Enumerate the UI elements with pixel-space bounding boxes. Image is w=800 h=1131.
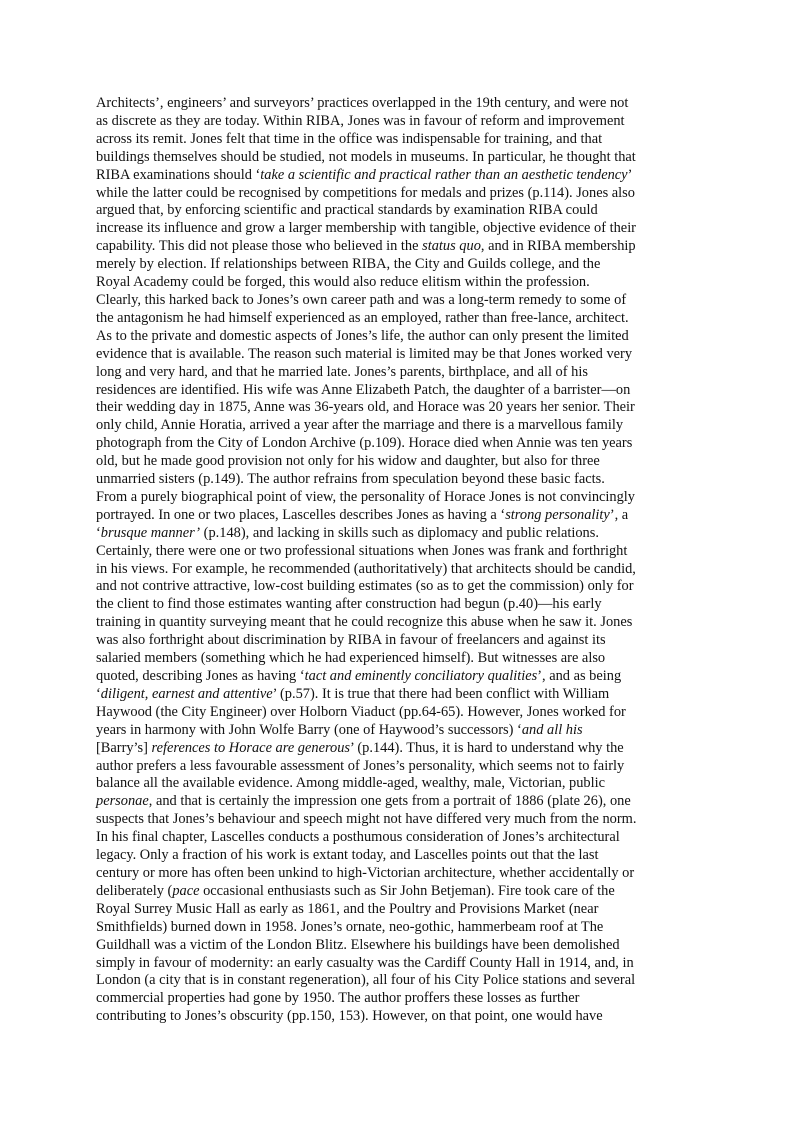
text-run: the client to find those estimates wanting after construction had begun (p.40)—his early (96, 596, 602, 613)
text-run: old, but he made good provision not only for his widow and daughter, but also for three (96, 453, 600, 470)
text-line (96, 310, 718, 328)
text-run: argued that, by enforcing scientific and practical standards by examination RIBA could (96, 202, 598, 219)
text-run: ’ (p.57). It is true that there had been conflict with William (272, 685, 610, 702)
text-run: buildings themselves should be studied, not models in museums. In particular, he thought that (96, 148, 636, 165)
text-line (96, 990, 718, 1008)
text-run: In his final chapter, Lascelles conducts a posthumous consideration of Jones’s architectural (96, 829, 620, 846)
text-run: suspects that Jones’s behaviour and speech might not have differed very much from the norm. (96, 811, 637, 828)
text-run: residences are identified. His wife was Anne Elizabeth Patch, the daughter of a barrister—on (96, 381, 631, 398)
text-run: Architects’, engineers’ and surveyors’ practices overlapped in the 19th century, and were not (96, 95, 629, 111)
text-run: across its remit. Jones felt that time in the office was indispensable for training, and that (96, 130, 603, 147)
text-line (96, 883, 718, 901)
italic-text-run: take a scientific and practical rather than an aesthetic tendency (260, 166, 628, 183)
text-run: Royal Surrey Music Hall as early as 1861, and the Poultry and Provisions Market (near (96, 900, 599, 917)
text-run: salaried members (something which he had experienced himself). But witnesses are also (96, 650, 606, 667)
text-run: As to the private and domestic aspects of Jones’s life, the author can only present the limited (96, 327, 629, 344)
italic-text-run: references to Horace are generous (151, 739, 351, 756)
text-line (96, 507, 718, 525)
italic-text-run: pace (172, 882, 200, 899)
text-line (96, 775, 718, 793)
text-line (96, 489, 718, 507)
italic-text-run: personae (96, 793, 149, 810)
text-run: was also forthright about discrimination by RIBA in favour of freelancers and against its (96, 632, 606, 649)
text-run: [Barry’s] (96, 739, 152, 756)
text-run: simply in favour of modernity: an early casualty was the Cardiff County Hall in 1914, and, in (96, 954, 634, 971)
text-line (96, 740, 718, 758)
text-run: (p.148), and lacking in skills such as diplomacy and public relations. (200, 524, 599, 541)
text-run: Clearly, this harked back to Jones’s own career path and was a long-term remedy to some of (96, 291, 627, 308)
text-run: London (a city that is in constant regeneration), all four of his City Police stations and several (96, 972, 636, 989)
text-run: ‘ (96, 524, 101, 541)
text-line (96, 346, 718, 364)
text-run: Royal Academy could be forged, this would also reduce elitism within the profession. (96, 274, 590, 291)
text-run: evidence that is available. The reason such material is limited may be that Jones worked very (96, 345, 633, 362)
text-run: merely by election. If relationships between RIBA, the City and Guilds college, and the (96, 256, 601, 273)
text-line (96, 793, 718, 811)
text-line (96, 167, 718, 185)
italic-text-run: diligent, earnest and attentive (100, 685, 273, 702)
text-line (96, 274, 718, 292)
text-run: deliberately ( (96, 882, 173, 899)
text-run: century or more has often been unkind to high-Victorian architecture, whether accidentally or (96, 864, 635, 881)
text-run: commercial properties had gone by 1950. The author proffers these losses as further (96, 990, 580, 1007)
text-run: ’ (627, 166, 633, 183)
text-run: , and in RIBA membership (480, 238, 636, 255)
text-run: portrayed. In one or two places, Lascelles describes Jones as having a ‘ (96, 506, 506, 523)
text-line (96, 561, 718, 579)
text-run: long and very hard, and that he married late. Jones’s parents, birthplace, and all of his (96, 363, 588, 380)
text-line (96, 829, 718, 847)
text-line (96, 722, 718, 740)
text-line (96, 543, 718, 561)
review-text-body (96, 95, 718, 1026)
text-run: Certainly, there were one or two professional situations when Jones was frank and forthright (96, 542, 628, 559)
text-line (96, 399, 718, 417)
text-run: Guildhall was a victim of the London Blitz. Elsewhere his buildings have been demolished (96, 936, 620, 953)
text-run: balance all the available evidence. Among middle-aged, wealthy, male, Victorian, public (96, 775, 606, 792)
text-line (96, 811, 718, 829)
text-line (96, 525, 718, 543)
text-line (96, 650, 718, 668)
text-line (96, 614, 718, 632)
text-run: and not contrive attractive, low-cost building estimates (so as to get the commission) only for (96, 578, 634, 595)
text-run: quoted, describing Jones as having ‘ (96, 668, 305, 684)
text-run: the antagonism he had himself experienced as an employed, rather than free-lance, architect. (96, 309, 629, 326)
text-line (96, 185, 718, 203)
text-line (96, 972, 718, 990)
text-run: ’, and as being (537, 668, 622, 684)
text-run: their wedding day in 1875, Anne was 36-years old, and Horace was 20 years her senior. Their (96, 399, 635, 416)
text-line (96, 919, 718, 937)
italic-text-run: status quo (422, 238, 481, 255)
text-run: training in quantity surveying meant that he could recognize this abuse when he saw it. Jones (96, 614, 633, 631)
italic-text-run: brusque manner’ (100, 524, 201, 541)
text-line (96, 758, 718, 776)
text-line (96, 364, 718, 382)
text-line (96, 220, 718, 238)
text-run: increase its influence and grow a larger membership with tangible, objective evidence of their (96, 220, 636, 237)
text-line (96, 596, 718, 614)
text-run: Haywood (the City Engineer) over Holborn Viaduct (pp.64-65). However, Jones worked for (96, 703, 626, 720)
text-line (96, 256, 718, 274)
text-run: unmarried sisters (p.149). The author refrains from speculation beyond these basic facts. (96, 471, 605, 488)
text-line (96, 901, 718, 919)
text-run: ’ (p.144). Thus, it is hard to understand why the (350, 739, 624, 756)
text-line (96, 668, 718, 686)
text-run: years in harmony with John Wolfe Barry (one of Haywood’s successors) ‘ (96, 721, 522, 738)
text-run: photograph from the City of London Archive (p.109). Horace died when Annie was ten years (96, 435, 633, 452)
text-line (96, 238, 718, 256)
text-run: author prefers a less favourable assessment of Jones’s personality, which seems not to fairly (96, 757, 625, 774)
text-run: capability. This did not please those who believed in the (96, 238, 423, 255)
text-line (96, 131, 718, 149)
text-run: occasional enthusiasts such as Sir John Betjeman). Fire took care of the (199, 882, 615, 899)
text-line (96, 632, 718, 650)
text-line (96, 865, 718, 883)
italic-text-run: strong personality (505, 506, 610, 523)
text-line (96, 417, 718, 435)
text-line (96, 1008, 718, 1026)
text-line (96, 113, 718, 131)
text-line (96, 292, 718, 310)
text-line (96, 937, 718, 955)
text-run: From a purely biographical point of view, the personality of Horace Jones is not convincingly (96, 488, 635, 505)
text-run: ‘ (96, 685, 101, 702)
text-line (96, 471, 718, 489)
text-line (96, 149, 718, 167)
text-line (96, 578, 718, 596)
text-run: in his views. For example, he recommended (authoritatively) that architects should be candid, (96, 560, 636, 577)
text-run: while the latter could be recognised by competitions for medals and prizes (p.114). Jones also (96, 184, 635, 201)
text-run: Smithfields) burned down in 1958. Jones’s ornate, neo-gothic, hammerbeam roof at The (96, 918, 604, 935)
text-line (96, 382, 718, 400)
italic-text-run: and all his (521, 721, 583, 738)
text-run: RIBA examinations should ‘ (96, 166, 261, 183)
text-line (96, 686, 718, 704)
text-run: contributing to Jones’s obscurity (pp.150, 153). However, on that point, one would have (96, 1008, 603, 1025)
text-line (96, 847, 718, 865)
text-line (96, 435, 718, 453)
text-line (96, 95, 718, 113)
text-run: as discrete as they are today. Within RIBA, Jones was in favour of reform and improvement (96, 112, 625, 129)
text-line (96, 328, 718, 346)
text-run: only child, Annie Horatia, arrived a year after the marriage and there is a marvellous family (96, 417, 624, 434)
text-line (96, 453, 718, 471)
text-line (96, 955, 718, 973)
text-run: , and that is certainly the impression one gets from a portrait of 1886 (plate 26), one (148, 793, 631, 810)
text-run: ’, a (609, 506, 629, 523)
text-run: legacy. Only a fraction of his work is extant today, and Lascelles points out that the last (96, 847, 599, 864)
italic-text-run: tact and eminently conciliatory qualities (304, 668, 538, 684)
text-line (96, 704, 718, 722)
text-line (96, 202, 718, 220)
